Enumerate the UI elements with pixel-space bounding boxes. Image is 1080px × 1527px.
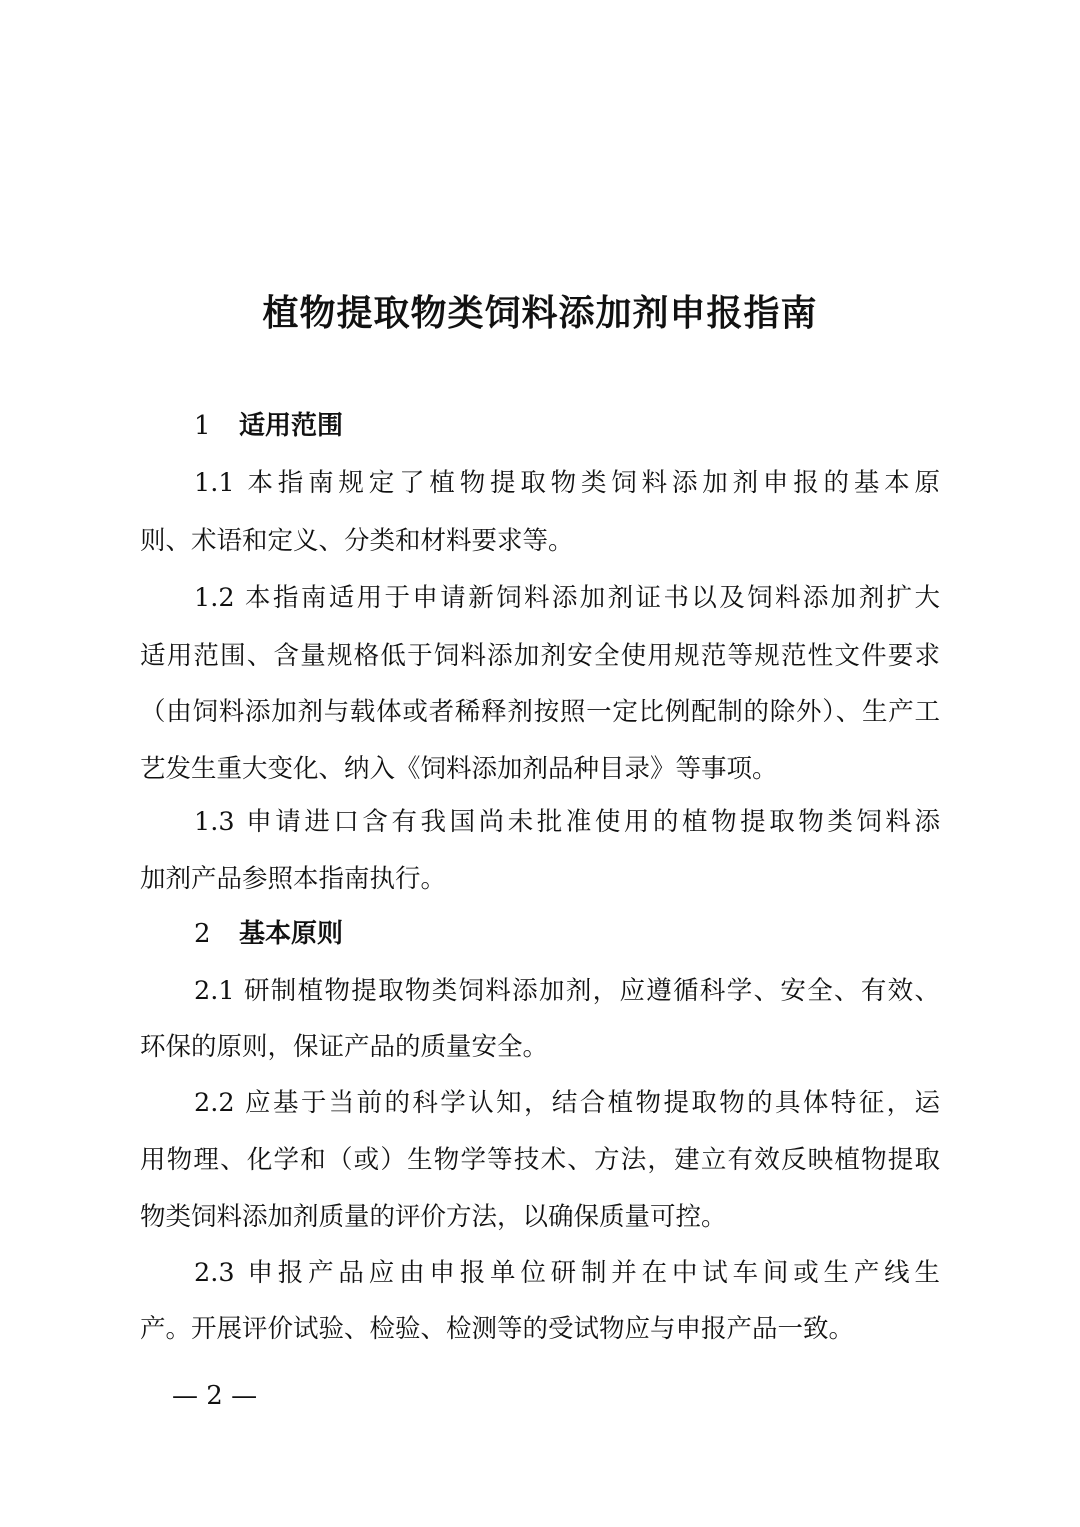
section-number: 2 <box>194 919 211 949</box>
paragraph-1-2-line-3: （由饲料添加剂与载体或者稀释剂按照一定比例配制的除外）、生产工 <box>140 697 940 727</box>
paragraph-1-1-line-2: 则、术语和定义、分类和材料要求等。 <box>140 526 574 556</box>
paragraph-1-3-line-2: 加剂产品参照本指南执行。 <box>140 864 447 894</box>
section-1-heading <box>194 406 343 446</box>
section-2-heading <box>194 914 343 954</box>
paragraph-1-2-line-4: 艺发生重大变化、纳入《饲料添加剂品种目录》等事项。 <box>140 754 778 784</box>
paragraph-1-2-line-1: 1.2 本指南适用于申请新饲料添加剂证书以及饲料添加剂扩大 <box>194 583 940 613</box>
paragraph-2-1-line-1: 2.1 研制植物提取物类饲料添加剂，应遵循科学、安全、有效、 <box>194 976 940 1006</box>
paragraph-2-2-line-3: 物类饲料添加剂质量的评价方法，以确保质量可控。 <box>140 1202 727 1232</box>
section-title: 基本原则 <box>239 919 344 949</box>
paragraph-2-3-line-1: 2.3 申报产品应由申报单位研制并在中试车间或生产线生 <box>194 1258 940 1288</box>
paragraph-2-2-line-2: 用物理、化学和（或）生物学等技术、方法，建立有效反映植物提取 <box>140 1145 940 1175</box>
paragraph-2-2-line-1: 2.2 应基于当前的科学认知，结合植物提取物的具体特征，运 <box>194 1088 940 1118</box>
page-number: — 2 — <box>172 1381 258 1411</box>
paragraph-2-3-line-2: 产。开展评价试验、检验、检测等的受试物应与申报产品一致。 <box>140 1314 855 1344</box>
section-number: 1 <box>194 411 211 441</box>
section-title: 适用范围 <box>239 411 344 441</box>
paragraph-2-1-line-2: 环保的原则，保证产品的质量安全。 <box>140 1032 549 1062</box>
document-title: 植物提取物类饲料添加剂申报指南 <box>262 293 818 334</box>
paragraph-1-2-line-2: 适用范围、含量规格低于饲料添加剂安全使用规范等规范性文件要求 <box>140 641 940 671</box>
paragraph-1-1-line-1: 1.1 本指南规定了植物提取物类饲料添加剂申报的基本原 <box>194 468 940 498</box>
paragraph-1-3-line-1: 1.3 申请进口含有我国尚未批准使用的植物提取物类饲料添 <box>194 807 940 837</box>
